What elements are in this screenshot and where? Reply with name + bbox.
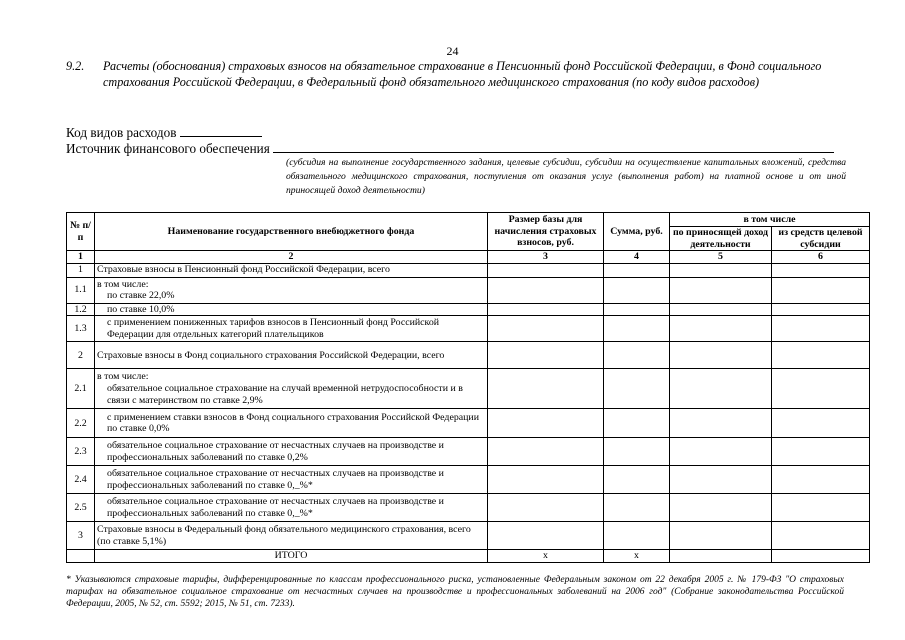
row-label <box>95 277 488 303</box>
income-cell[interactable] <box>670 494 772 522</box>
row-label <box>95 263 488 277</box>
row-label-line: обязательное социальное страхование на случай временной нетрудоспособности и в связи с материнством по ставке 2,9% <box>107 383 463 406</box>
footnote: * Указываются страховые тарифы, дифференцированные по классам профессионального риска, установленные Федеральным законом от 22 декабря 2005 г. № 179-ФЗ "О страховых тарифах на обязательное социальное страхование от несчастных случаев на производстве и профессиональных заболеваний на 2006 год" (Собрание законодательства Российской Федерации, 2005, № 52, ст. 5592; 2015, № 51, ст. 7233). <box>66 575 844 610</box>
table-row <box>67 369 870 409</box>
table-row <box>67 409 870 438</box>
base-cell[interactable] <box>488 409 604 438</box>
subsidy-cell[interactable] <box>772 438 870 466</box>
row-number: 2.4 <box>67 466 95 494</box>
row-number: 1.3 <box>67 316 95 342</box>
income-cell[interactable] <box>670 466 772 494</box>
sum-cell[interactable] <box>604 277 670 303</box>
income-cell[interactable] <box>670 316 772 342</box>
row-label <box>95 409 488 438</box>
row-label-line: с применением пониженных тарифов взносов в Пенсионный фонд Российской Федерации для отдельных категорий плательщиков <box>107 317 440 340</box>
header-subsidy: из средств целевой субсидии <box>772 227 870 251</box>
funding-source-field[interactable] <box>273 140 834 153</box>
col-number: 5 <box>670 251 772 264</box>
subsidy-cell[interactable] <box>772 466 870 494</box>
row-number: 1.2 <box>67 303 95 316</box>
row-label-line: обязательное социальное страхование от несчастных случаев на производстве и профессиональных заболеваний по ставке 0,_%* <box>107 468 444 491</box>
row-label <box>95 316 488 342</box>
funding-source-label: Источник финансового обеспечения <box>66 141 270 156</box>
col-number: 1 <box>67 251 95 264</box>
base-cell[interactable] <box>488 494 604 522</box>
income-cell[interactable] <box>670 438 772 466</box>
income-cell[interactable] <box>670 342 772 369</box>
row-number: 3 <box>67 522 95 550</box>
row-label <box>95 522 488 550</box>
sum-cell[interactable] <box>604 409 670 438</box>
col-number: 2 <box>95 251 488 264</box>
col-number: 4 <box>604 251 670 264</box>
row-label-line: обязательное социальное страхование от несчастных случаев на производстве и профессиональных заболеваний по ставке 0,_%* <box>107 496 444 519</box>
base-cell[interactable] <box>488 342 604 369</box>
row-label-line: обязательное социальное страхование от несчастных случаев на производстве и профессиональных заболеваний по ставке 0,2% <box>107 440 444 463</box>
row-label-line: по ставке 10,0% <box>107 303 175 315</box>
base-cell[interactable] <box>488 277 604 303</box>
table-row <box>67 466 870 494</box>
table-row <box>67 342 870 369</box>
total-subsidy[interactable] <box>772 550 870 563</box>
row-label-line: в том числе: <box>97 278 149 290</box>
income-cell[interactable] <box>670 303 772 316</box>
row-label-line: Страховые взносы в Фонд социального страхования Российской Федерации, всего <box>97 349 445 361</box>
expense-code-row <box>66 124 834 140</box>
form-fields <box>66 124 834 156</box>
header-including: в том числе <box>670 213 870 227</box>
header-income: по приносящей доход деятельности <box>670 227 772 251</box>
subsidy-cell[interactable] <box>772 494 870 522</box>
row-label-line: Страховые взносы в Федеральный фонд обязательного медицинского страхования, всего (по ставке 5,1%) <box>97 524 471 547</box>
row-number: 2.2 <box>67 409 95 438</box>
table-row <box>67 303 870 316</box>
col-number: 3 <box>488 251 604 264</box>
base-cell[interactable] <box>488 522 604 550</box>
subsidy-cell[interactable] <box>772 369 870 409</box>
sum-cell[interactable] <box>604 466 670 494</box>
total-row <box>67 550 870 563</box>
row-label <box>95 438 488 466</box>
subsidy-cell[interactable] <box>772 303 870 316</box>
total-sum: x <box>604 550 670 563</box>
sum-cell[interactable] <box>604 438 670 466</box>
subsidy-cell[interactable] <box>772 409 870 438</box>
row-number: 1.1 <box>67 277 95 303</box>
total-income[interactable] <box>670 550 772 563</box>
row-number: 2.5 <box>67 494 95 522</box>
income-cell[interactable] <box>670 409 772 438</box>
col-number: 6 <box>772 251 870 264</box>
insurance-table <box>66 212 870 563</box>
sum-cell[interactable] <box>604 263 670 277</box>
sum-cell[interactable] <box>604 369 670 409</box>
row-label-line: в том числе: <box>97 371 149 383</box>
income-cell[interactable] <box>670 277 772 303</box>
header-row-1 <box>67 213 870 227</box>
row-label <box>95 303 488 316</box>
row-number: 2 <box>67 342 95 369</box>
base-cell[interactable] <box>488 303 604 316</box>
section-number: 9.2. <box>66 59 85 73</box>
row-number: 2.1 <box>67 369 95 409</box>
section-title: Расчеты (обоснования) страховых взносов на обязательное страхование в Пенсионный фонд Российской Федерации, в Фонд социального страхования Российской Федерации, в Федеральный фонд обязательного медицинского страхования (по коду видов расходов) <box>103 59 822 89</box>
subsidy-cell[interactable] <box>772 263 870 277</box>
row-number: 1 <box>67 263 95 277</box>
row-number: 2.3 <box>67 438 95 466</box>
sum-cell[interactable] <box>604 316 670 342</box>
base-cell[interactable] <box>488 263 604 277</box>
row-label-line: Страховые взносы в Пенсионный фонд Российской Федерации, всего <box>97 264 390 276</box>
header-sum: Сумма, руб. <box>604 213 670 251</box>
base-cell[interactable] <box>488 438 604 466</box>
header-name: Наименование государственного внебюджетного фонда <box>95 213 488 251</box>
expense-code-label: Код видов расходов <box>66 125 177 140</box>
sum-cell[interactable] <box>604 494 670 522</box>
subsidy-cell[interactable] <box>772 316 870 342</box>
total-base: x <box>488 550 604 563</box>
base-cell[interactable] <box>488 369 604 409</box>
header-base: Размер базы для начисления страховых взносов, руб. <box>488 213 604 251</box>
page-number: 24 <box>446 44 459 58</box>
subsidy-cell[interactable] <box>772 277 870 303</box>
row-label-line: по ставке 22,0% <box>107 290 175 302</box>
row-label <box>95 466 488 494</box>
subsidy-cell[interactable] <box>772 522 870 550</box>
funding-source-row <box>66 140 834 156</box>
subsidy-cell[interactable] <box>772 342 870 369</box>
base-cell[interactable] <box>488 316 604 342</box>
row-label-line: с применением ставки взносов в Фонд социального страхования Российской Федерации по ставке 0,0% <box>107 411 480 435</box>
table-row <box>67 438 870 466</box>
header-num: № п/п <box>67 213 95 251</box>
sum-cell[interactable] <box>604 522 670 550</box>
income-cell[interactable] <box>670 522 772 550</box>
expense-code-field[interactable] <box>180 124 262 137</box>
income-cell[interactable] <box>670 263 772 277</box>
table-row <box>67 263 870 277</box>
table-row <box>67 522 870 550</box>
sum-cell[interactable] <box>604 342 670 369</box>
column-numbers-row <box>67 251 870 264</box>
sum-cell[interactable] <box>604 303 670 316</box>
funding-source-note: (субсидия на выполнение государственного задания, целевые субсидии, субсидии на осуществление капитальных вложений, средства обязательного медицинского страхования, поступления от оказания услуг (выполнения работ) на платной основе и от иной приносящей доход деятельности) <box>286 157 846 197</box>
row-label <box>95 342 488 369</box>
total-num[interactable] <box>67 550 95 563</box>
total-label: ИТОГО <box>95 550 488 563</box>
base-cell[interactable] <box>488 466 604 494</box>
table-row <box>67 277 870 303</box>
row-label <box>95 494 488 522</box>
table-row <box>67 494 870 522</box>
table-row <box>67 316 870 342</box>
row-label <box>95 369 488 409</box>
income-cell[interactable] <box>670 369 772 409</box>
